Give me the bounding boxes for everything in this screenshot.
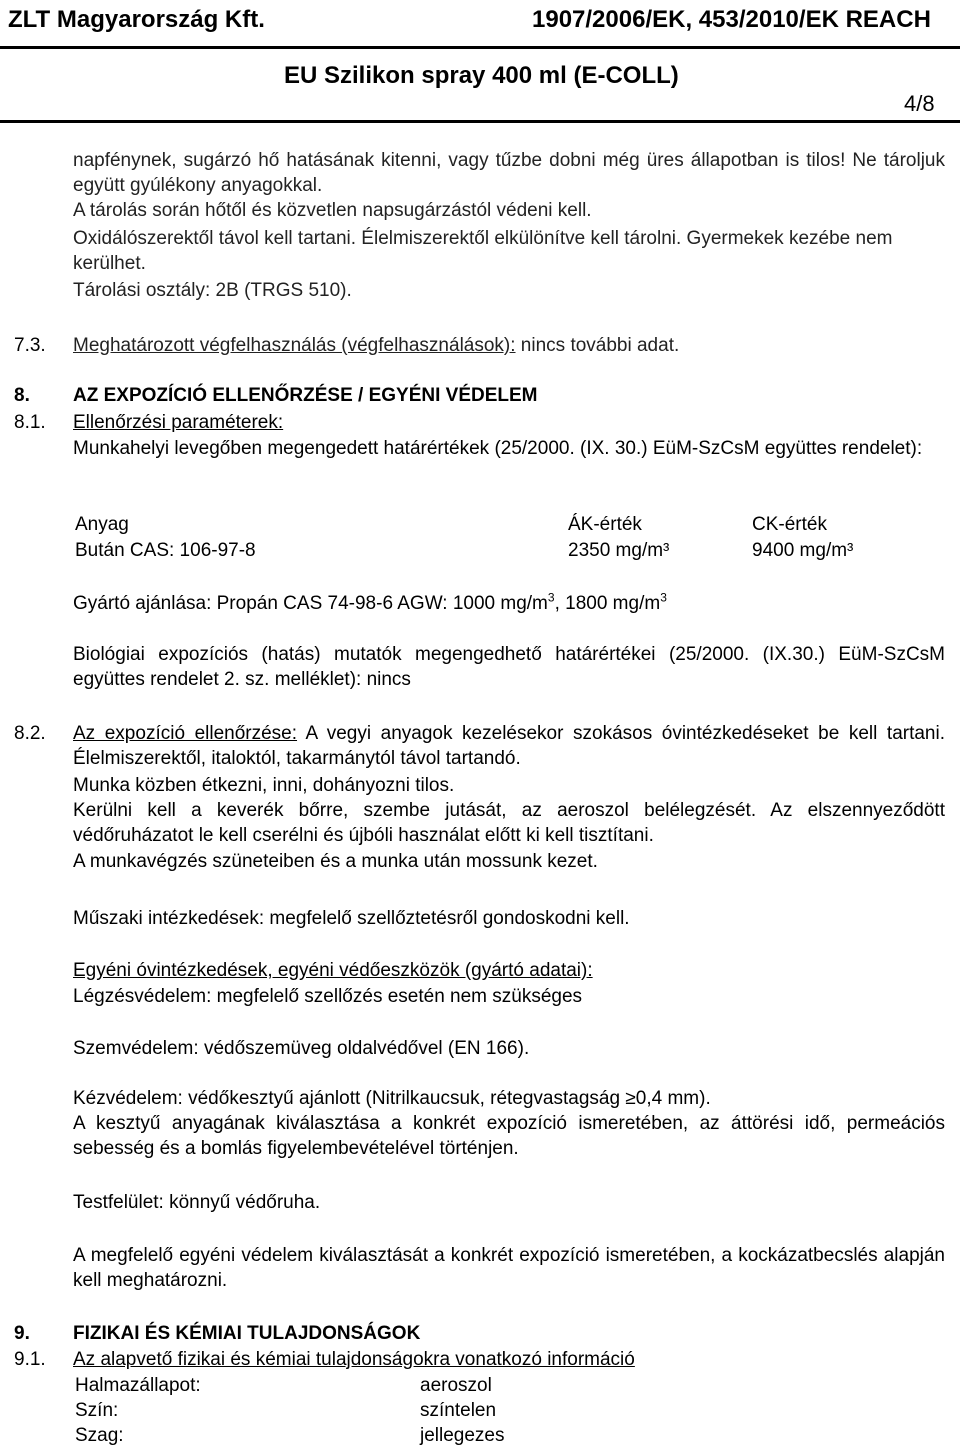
section-number-8-1: 8.1. xyxy=(14,412,46,433)
company-name: ZLT Magyarország Kft. xyxy=(8,6,265,33)
glove-selection: A kesztyű anyagának kiválasztása a konkrét expozíció ismeretében, az áttörési idő, permeációs sebesség és a bomlás figyelembevételével történjen. xyxy=(73,1113,945,1159)
hand-protection xyxy=(73,1086,945,1111)
eye-protection: Szemvédelem: védőszemüveg oldalvédővel (EN 166). xyxy=(73,1038,530,1059)
section-8-title: AZ EXPOZÍCIÓ ELLENŐRZÉSE / EGYÉNI VÉDELEM xyxy=(73,385,538,406)
section-8-1-text: Munkahelyi levegőben megengedett határértékek (25/2000. (IX. 30.) EüM-SzCsM együttes rendelet): xyxy=(73,438,923,459)
property-value: színtelen xyxy=(420,1400,497,1421)
manufacturer-text-b: , 1800 mg/m xyxy=(554,593,661,614)
section-number-8: 8. xyxy=(14,385,30,406)
storage-text-4: Tárolási osztály: 2B (TRGS 510). xyxy=(73,280,352,301)
header-divider-bottom xyxy=(0,120,960,123)
body-protection: Testfelület: könnyű védőruha. xyxy=(73,1192,321,1213)
avoid-contact-text: Kerülni kell a keverék bőrre, szembe jutását, az aeroszol belélegzését. Az elszennyeződött védőruházatot le kell cserélni és újbóli használat előtt ki kell tisztítani. xyxy=(73,800,945,846)
manufacturer-text-a: Gyártó ajánlása: Propán CAS 74-98-6 AGW: 1000 mg/m xyxy=(73,593,548,614)
section-8-1-title: Ellenőrzési paraméterek: xyxy=(73,412,284,433)
manufacturer-recommendation xyxy=(73,591,945,616)
section-8-2-body: A vegyi anyagok kezelésekor szokásos óvintézkedéseket be kell tartani. Élelmiszerektől, italoktól, takarmánytól távol tartandó. xyxy=(73,723,946,769)
section-7-3-title: Meghatározott végfelhasználás (végfelhasználások): xyxy=(73,335,516,356)
table-cell-ck: 9400 mg/m³ xyxy=(752,540,854,561)
section-number-9: 9. xyxy=(14,1323,30,1344)
property-value: jellegezes xyxy=(420,1425,505,1446)
table-header-substance: Anyag xyxy=(75,514,129,535)
storage-text-2: A tárolás során hőtől és közvetlen napsugárzástól védeni kell. xyxy=(73,200,592,221)
section-number-7-3: 7.3. xyxy=(14,335,46,356)
ppe-title: Egyéni óvintézkedések, egyéni védőeszközök (gyártó adatai): xyxy=(73,960,593,981)
property-label: Szag: xyxy=(75,1425,124,1446)
property-label: Szín: xyxy=(75,1400,119,1421)
section-number-9-1: 9.1. xyxy=(14,1349,46,1370)
section-8-2-text xyxy=(73,721,945,771)
no-eating-text: Munka közben étkezni, inni, dohányozni tilos. xyxy=(73,775,455,796)
section-9-title: FIZIKAI ÉS KÉMIAI TULAJDONSÁGOK xyxy=(73,1323,421,1344)
product-name: EU Szilikon spray 400 ml (E-COLL) xyxy=(284,62,679,89)
storage-text-3: Oxidálószerektől távol kell tartani. Élelmiszerektől elkülönítve kell tárolni. Gyermekek kezébe nem kerülhet. xyxy=(73,228,893,274)
section-7-3-text: nincs további adat. xyxy=(515,335,680,356)
section-number-8-2: 8.2. xyxy=(14,723,46,744)
table-cell-substance: Bután CAS: 106-97-8 xyxy=(75,540,256,561)
property-value: aeroszol xyxy=(420,1375,492,1396)
hand-protection-text-a: Kézvédelem: védőkesztyű ajánlott (Nitrilkaucsuk, rétegvastagság xyxy=(73,1088,626,1109)
header-divider xyxy=(0,46,960,49)
superscript-2: 3 xyxy=(660,590,667,605)
ppe-selection: A megfelelő egyéni védelem kiválasztását a konkrét expozíció ismeretében, a kockázatbecslés alapján kell meghatározni. xyxy=(73,1245,945,1291)
section-7-3 xyxy=(73,333,945,358)
superscript-1: 3 xyxy=(547,590,555,605)
property-label: Halmazállapot: xyxy=(75,1375,201,1396)
table-header-ak: ÁK-érték xyxy=(568,514,642,535)
page-number: 4/8 xyxy=(904,91,935,116)
respiratory-protection: Légzésvédelem: megfelelő szellőzés esetén nem szükséges xyxy=(73,986,583,1007)
section-9-1-title: Az alapvető fizikai és kémiai tulajdonságokra vonatkozó információ xyxy=(73,1349,635,1370)
technical-measures: Műszaki intézkedések: megfelelő szellőztetésről gondoskodni kell. xyxy=(73,908,630,929)
table-cell-ak: 2350 mg/m³ xyxy=(568,540,670,561)
storage-text-1: napfénynek, sugárzó hő hatásának kitenni, vagy tűzbe dobni még üres állapotban is tilos! Ne tároljuk együtt gyúlékony anyagokkal. xyxy=(73,150,945,196)
hand-protection-text-b: 0,4 mm). xyxy=(635,1088,711,1109)
section-8-2-title: Az expozíció ellenőrzése: xyxy=(73,723,298,744)
greater-equal-symbol: ≥ xyxy=(625,1088,636,1109)
regulation-reference: 1907/2006/EK, 453/2010/EK REACH xyxy=(532,6,931,33)
wash-hands-text: A munkavégzés szüneteiben és a munka után mossunk kezet. xyxy=(73,851,598,872)
biological-limits: Biológiai expozíciós (hatás) mutatók megengedhető határértékei (25/2000. (IX.30.) EüM-SzCsM együttes rendelet 2. sz. melléklet): nincs xyxy=(73,644,945,690)
table-header-ck: CK-érték xyxy=(752,514,827,535)
